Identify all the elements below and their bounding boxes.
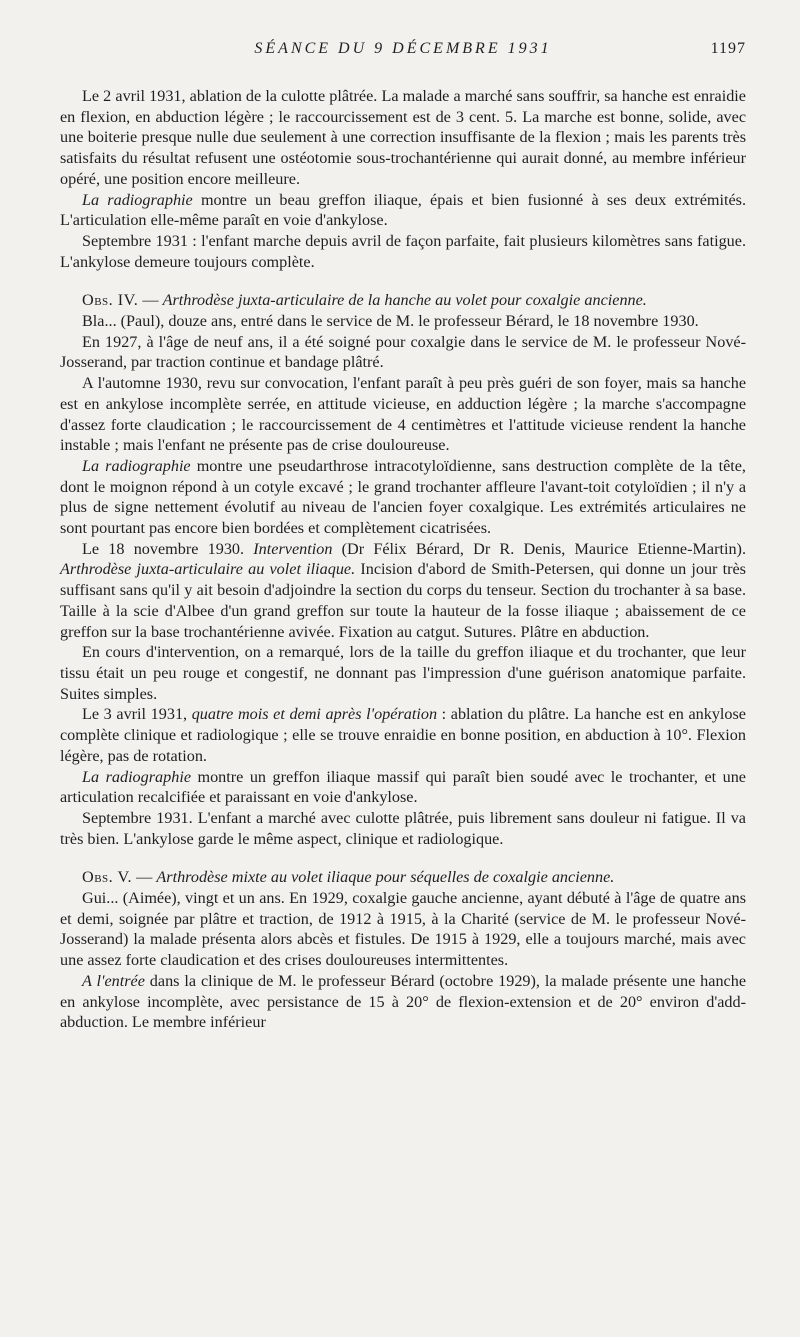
paragraph-text: En cours d'intervention, on a remarqué, lors de la taille du greffon iliaque et du trochanter, que leur tissu était un peu rouge et congestif, ne donnant pas l'impression d'une guérison anatomique parfaite. Suites simples. xyxy=(60,643,746,703)
paragraph-text: En 1927, à l'âge de neuf ans, il a été soigné pour coxalgie dans le service de M. le professeur Nové-Josserand, par traction continue et bandage plâtré. xyxy=(60,332,746,372)
paragraph xyxy=(60,539,746,643)
paragraph xyxy=(60,808,746,849)
paragraph-text: Septembre 1931 : l'enfant marche depuis avril de façon parfaite, fait plusieurs kilomètres sans fatigue. L'ankylose demeure toujours complète. xyxy=(60,231,746,271)
paragraph xyxy=(60,332,746,373)
paragraph xyxy=(60,888,746,971)
paragraph-text: Septembre 1931. L'enfant a marché avec culotte plâtrée, puis librement sans douleur ni fatigue. Il va très bien. L'ankylose garde le même aspect, clinique et radiologique. xyxy=(60,808,746,848)
paragraph-text: montre un greffon iliaque massif qui paraît bien soudé avec le trochanter, et une articulation recalcifiée et paraissant en voie d'ankylose. xyxy=(60,767,746,807)
paragraph xyxy=(60,704,746,766)
paragraph-text: Gui... (Aimée), vingt et un ans. En 1929, coxalgie gauche ancienne, ayant débuté à l'âge de quatre ans et demi, soignée par plâtre et traction, de 1912 à 1915, à la Charité (service de M. le professeur Nové-Josserand) la malade présenta alors abcès et fistules. De 1915 à 1929, elle a toujours marché, mais avec une assez forte claudication et des crises douloureuses intermittentes. xyxy=(60,889,746,970)
paragraph-text: (Dr Félix Bérard, Dr R. Denis, Maurice Etienne-Martin). xyxy=(332,539,746,558)
emphasis: La radiographie xyxy=(82,767,192,786)
paragraph-text: A l'automne 1930, revu sur convocation, l'enfant paraît à peu près guéri de son foyer, mais sa hanche est en ankylose incomplète serrée, en attitude vicieuse, en adduction légère ; la marche s'accompagne d'assez forte claudication ; le raccourcissement de 4 centimètres et l'attitude vicieuse rendent la hanche instable ; mais l'enfant ne présente pas de crise douloureuse. xyxy=(60,374,746,455)
paragraph-text: Le 2 avril 1931, ablation de la culotte plâtrée. La malade a marché sans souffrir, sa hanche est enraidie en flexion, en abduction légère ; le raccourcissement est de 3 cent. 5. La marche est bonne, solide, avec une boiterie presque nulle due seulement à une correction insuffisante de la flexion ; mais les parents très satisfaits du résultat refusent une ostéotomie sous-trochantérienne qui aurait donné, au membre inférieur opéré, une position encore meilleure. xyxy=(60,87,746,188)
paragraph xyxy=(60,86,746,190)
paragraph xyxy=(60,767,746,808)
running-head-title: SÉANCE DU 9 DÉCEMBRE 1931 xyxy=(254,40,552,57)
emphasis: A l'entrée xyxy=(82,971,145,990)
paragraph xyxy=(60,190,746,231)
observation-heading xyxy=(60,290,746,311)
paragraph-text: dans la clinique de M. le professeur Bérard (octobre 1929), la malade présente une hanche en ankylose incomplète, avec persistance de 15 à 20° de flexion-extension et de 20° environ d'add-abduction. Le membre inférieur xyxy=(60,971,746,1032)
paragraph-text: montre une pseudarthrose intracotyloïdienne, sans destruction complète de la tête, dont le moignon répond à un cotyle excavé ; le grand trochanter affleure l'avant-toit cotyloïdien ; il n'y a plus de signe nettement évolutif au niveau de l'ancien foyer coxalgique. Les extrémités articulaires ne sont pourtant pas encore bien bordées et complètement cicatrisées. xyxy=(60,456,746,538)
paragraph-text: Bla... (Paul), douze ans, entré dans le service de M. le professeur Bérard, le 18 novembre 1930. xyxy=(82,312,699,331)
paragraph xyxy=(60,971,746,1033)
paragraph xyxy=(60,642,746,704)
observation-heading xyxy=(60,867,746,888)
paragraph xyxy=(60,456,746,539)
paragraph-text: Incision d'abord de Smith-Petersen, qui donne un jour très suffisant sans qu'il y ait besoin d'adjoindre la section du corps du tenseur. Section du trochanter à sa base. Taille à la scie d'Albee d'un grand greffon sur toute la hauteur de la fosse iliaque ; abaissement de ce greffon sur la base trochantérienne avivée. Fixation au catgut. Sutures. Plâtre en abduction. xyxy=(60,560,746,641)
emphasis: quatre mois et demi après l'opération xyxy=(191,705,438,724)
dash: — xyxy=(132,868,157,887)
paragraph-text: montre un beau greffon iliaque, épais et bien fusionné à ses deux extrémités. L'articulation elle-même paraît en voie d'ankylose. xyxy=(60,190,746,230)
running-head xyxy=(60,40,746,70)
paragraph xyxy=(60,231,746,272)
emphasis: La radiographie xyxy=(82,190,193,209)
dash: — xyxy=(138,291,163,310)
observation-label: Obs. IV. xyxy=(82,291,139,310)
paragraph-text: Le 3 avril 1931, xyxy=(82,705,192,724)
emphasis: Arthrodèse juxta-articulaire au volet iliaque. xyxy=(60,560,356,579)
body-text xyxy=(60,86,746,1033)
emphasis: La radiographie xyxy=(82,456,191,475)
observation-title: Arthrodèse juxta-articulaire de la hanche au volet pour coxalgie ancienne. xyxy=(162,291,647,310)
paragraph xyxy=(60,373,746,456)
paragraph-text: : ablation du plâtre. La hanche est en ankylose complète clinique et radiologique ; elle se trouve enraidie en bonne position, en abduction à 10°. Flexion légère, pas de rotation. xyxy=(60,705,746,765)
observation-label: Obs. V. xyxy=(82,868,133,887)
paragraph xyxy=(60,311,746,332)
paragraph-text: Le 18 novembre 1930. xyxy=(82,539,254,558)
emphasis: Intervention xyxy=(253,539,333,558)
observation-title: Arthrodèse mixte au volet iliaque pour séquelles de coxalgie ancienne. xyxy=(156,868,615,887)
page-number: 1197 xyxy=(710,40,746,57)
